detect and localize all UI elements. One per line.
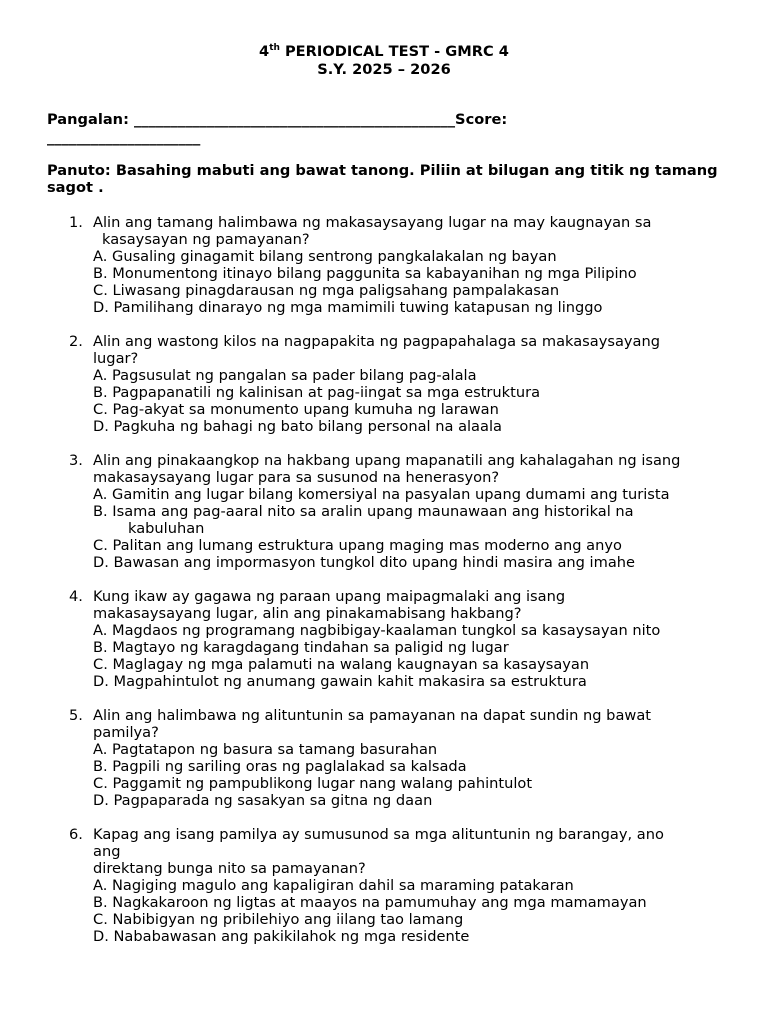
question-stem <box>93 826 733 877</box>
option-a: A. Magdaos ng programang nagbibigay-kaalaman tungkol sa kasaysayan nito <box>93 622 661 639</box>
option-d: D. Pamilihang dinarayo ng mga mamimili tuwing katapusan ng linggo <box>93 299 603 316</box>
option-a: A. Nagiging magulo ang kapaligiran dahil sa maraming patakaran <box>93 877 574 894</box>
stem-line: lugar? <box>93 350 139 367</box>
test-title <box>0 43 768 60</box>
directions: Panuto: Basahing mabuti ang bawat tanong. Piliin at bilugan ang titik ng tamang sagot . <box>47 162 718 196</box>
title-text: PERIODICAL TEST - GMRC 4 <box>279 43 509 60</box>
option-a: A. Pagsusulat ng pangalan sa pader bilang pag-alala <box>93 367 477 384</box>
option-c: C. Maglagay ng mga palamuti na walang kaugnayan sa kasaysayan <box>93 656 590 673</box>
stem-line: kasaysayan ng pamayanan? <box>102 231 310 248</box>
answer-options <box>93 741 733 809</box>
question-number: 3. <box>69 452 83 469</box>
stem-line: makasaysayang lugar, alin ang pinakamabisang hakbang? <box>93 605 522 622</box>
stem-line: makasaysayang lugar para sa susunod na henerasyon? <box>93 469 500 486</box>
option-b: B. Nagkakaroon ng ligtas at maayos na pamumuhay ang mga mamamayan <box>93 894 647 911</box>
stem-line: pamilya? <box>93 724 159 741</box>
option-a: A. Pagtatapon ng basura sa tamang basurahan <box>93 741 438 758</box>
question-number: 5. <box>69 707 83 724</box>
answer-options <box>93 367 733 435</box>
question-stem <box>93 588 733 622</box>
title-superscript: th <box>269 43 280 54</box>
question-stem <box>93 452 733 486</box>
question-stem <box>93 333 733 367</box>
stem-line: Alin ang halimbawa ng alituntunin sa pamayanan na dapat sundin ng bawat <box>93 707 651 724</box>
stem-line: ang <box>93 843 121 860</box>
option-a: A. Gamitin ang lugar bilang komersiyal na pasyalan upang dumami ang turista <box>93 486 670 503</box>
option-b: B. Pagpapanatili ng kalinisan at pag-iingat sa mga estruktura <box>93 384 541 401</box>
option-b: B. Isama ang pag-aaral nito sa aralin upang maunawaan ang historikal na <box>93 503 634 520</box>
stem-line: direktang bunga nito sa pamayanan? <box>93 860 366 877</box>
stem-line: Kapag ang isang pamilya ay sumusunod sa mga alituntunin ng barangay, ano <box>93 826 664 843</box>
option-b: B. Pagpili ng sariling oras ng paglalakad sa kalsada <box>93 758 467 775</box>
option-d: D. Nababawasan ang pakikilahok ng mga residente <box>93 928 470 945</box>
question-stem <box>93 707 733 741</box>
option-d: D. Magpahintulot ng anumang gawain kahit makasira sa estruktura <box>93 673 587 690</box>
stem-line: Alin ang tamang halimbawa ng makasaysayang lugar na may kaugnayan sa <box>93 214 652 231</box>
answer-options <box>93 877 733 945</box>
school-year: S.Y. 2025 – 2026 <box>317 61 451 78</box>
question-stem <box>93 214 733 248</box>
option-c: C. Paggamit ng pampublikong lugar nang walang pahintulot <box>93 775 533 792</box>
option-b-continuation: kabuluhan <box>128 520 205 537</box>
answer-options <box>93 622 733 690</box>
option-b: B. Monumentong itinayo bilang paggunita sa kabayanihan ng mga Pilipino <box>93 265 637 282</box>
stem-line: Kung ikaw ay gagawa ng paraan upang maipagmalaki ang isang <box>93 588 566 605</box>
question-number: 1. <box>69 214 83 231</box>
option-b: B. Magtayo ng karagdagang tindahan sa paligid ng lugar <box>93 639 509 656</box>
option-c: C. Liwasang pinagdarausan ng mga paligsahang pampalakasan <box>93 282 560 299</box>
score-blank-line: _____________________ <box>47 129 201 146</box>
option-c: C. Palitan ang lumang estruktura upang maging mas moderno ang anyo <box>93 537 622 554</box>
question-number: 2. <box>69 333 83 350</box>
name-score-field: Pangalan: ____________________________________________Score: <box>47 111 508 128</box>
stem-line: Alin ang wastong kilos na nagpapakita ng pagpapahalaga sa makasaysayang <box>93 333 660 350</box>
question-number: 4. <box>69 588 83 605</box>
option-d: D. Bawasan ang impormasyon tungkol dito upang hindi masira ang imahe <box>93 554 635 571</box>
answer-options <box>93 486 733 571</box>
option-d: D. Pagkuha ng bahagi ng bato bilang personal na alaala <box>93 418 502 435</box>
answer-options <box>93 248 733 316</box>
option-c: C. Pag-akyat sa monumento upang kumuha ng larawan <box>93 401 499 418</box>
title-number: 4 <box>259 43 270 60</box>
question-number: 6. <box>69 826 83 843</box>
stem-line: Alin ang pinakaangkop na hakbang upang mapanatili ang kahalagahan ng isang <box>93 452 681 469</box>
option-c: C. Nabibigyan ng pribilehiyo ang iilang tao lamang <box>93 911 464 928</box>
option-d: D. Pagpaparada ng sasakyan sa gitna ng daan <box>93 792 433 809</box>
option-a: A. Gusaling ginagamit bilang sentrong pangkalakalan ng bayan <box>93 248 557 265</box>
